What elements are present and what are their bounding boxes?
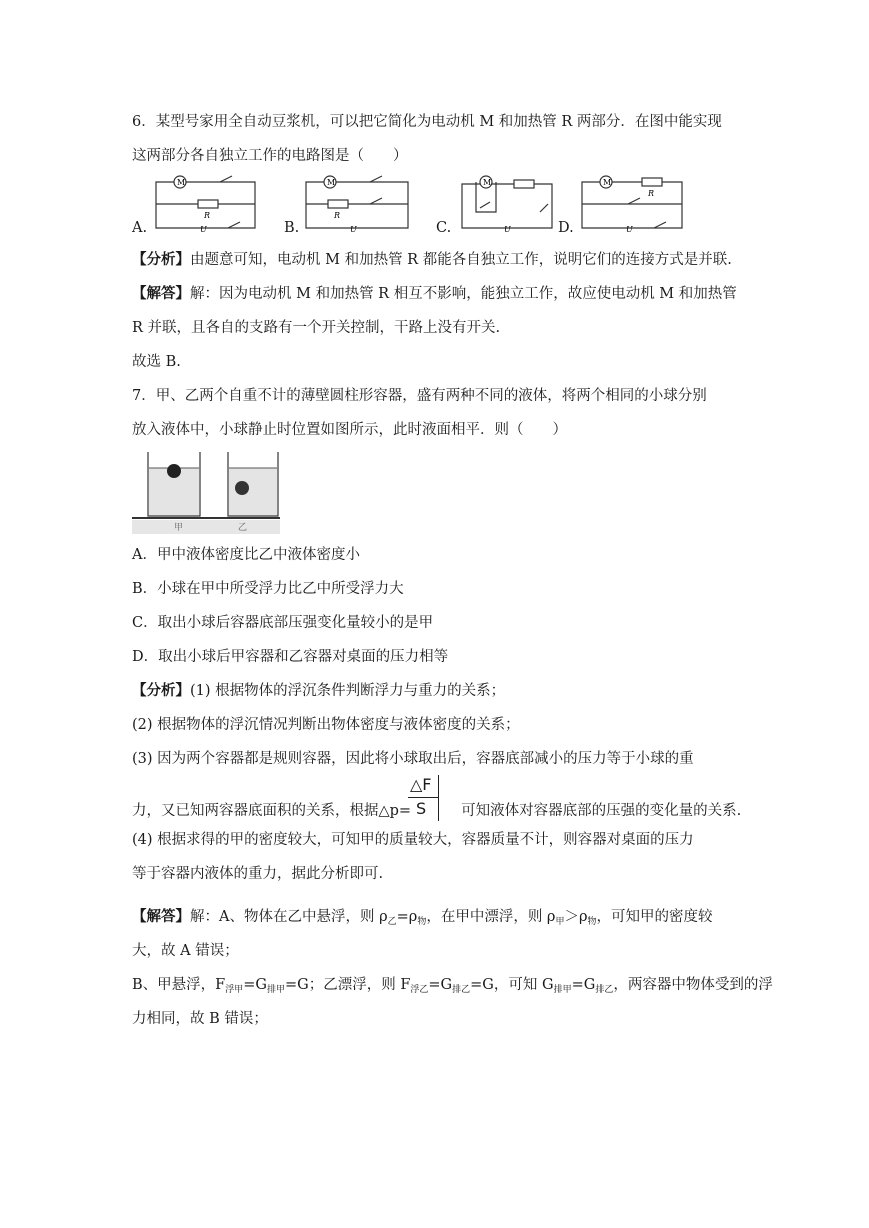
subscript: 排甲 <box>266 985 285 995</box>
answer-text: =ρ <box>396 909 418 925</box>
svg-text:R: R <box>648 189 655 198</box>
q6-option-c-label: C. <box>436 220 452 236</box>
answer-text: =G <box>571 977 596 993</box>
q7-stem-line1: 7．甲、乙两个自重不计的薄壁圆柱形容器，盛有两种不同的液体，将两个相同的小球分别 <box>132 388 707 404</box>
q7-answer-line4: 力相同，故 B 错误； <box>132 1011 268 1027</box>
container-label-yi: 乙 <box>238 523 248 533</box>
answer-tag: 【解答】 <box>132 908 190 925</box>
q7-choice-a: A．甲中液体密度比乙中液体密度小 <box>132 547 360 563</box>
q7-analysis-line3: (3) 因为两个容器都是规则容器，因此将小球取出后，容器底部减小的压力等于小球的重 <box>132 751 694 767</box>
svg-text:M: M <box>327 178 336 187</box>
svg-text:M: M <box>483 178 492 187</box>
subscript: 乙 <box>387 917 397 927</box>
q6-option-d-label: D. <box>558 220 574 236</box>
answer-text: B、甲悬浮，F <box>132 977 226 993</box>
subscript: 浮甲 <box>225 985 244 995</box>
answer-text: =G <box>428 977 453 993</box>
answer-text: 解：因为电动机 M 和加热管 R 相互不影响，能独立工作，故应使电动机 M 和加热管 <box>190 286 737 302</box>
answer-text: =G，可知 G <box>470 977 554 993</box>
fraction-side-line <box>438 775 439 821</box>
q6-option-a-label: A. <box>132 220 148 236</box>
q6-answer-line1 <box>132 284 737 304</box>
q7-answer-line1 <box>132 907 713 929</box>
q7-analysis-line2: (2) 根据物体的浮沉情况判断出物体密度与液体密度的关系； <box>132 717 520 733</box>
answer-text: 解：A、物体在乙中悬浮，则 ρ <box>190 909 388 925</box>
answer-text: =G <box>243 977 267 993</box>
analysis-text-after-formula: 可知液体对容器底部的压强的变化量的关系. <box>461 803 742 819</box>
circuit-diagram-c <box>456 172 556 234</box>
subscript: 浮乙 <box>410 985 429 995</box>
q7-analysis-line6: 等于容器内液体的重力，据此分析即可. <box>132 866 384 882</box>
q6-stem-line2: 这两部分各自独立工作的电路图是（ ） <box>132 148 408 164</box>
svg-text:U: U <box>200 225 207 234</box>
subscript: 甲 <box>555 917 565 927</box>
subscript: 排甲 <box>553 985 572 995</box>
svg-text:U: U <box>350 225 357 234</box>
pressure-fraction <box>408 775 440 821</box>
svg-text:M: M <box>177 178 186 187</box>
q7-answer-line2: 大，故 A 错误； <box>132 943 239 959</box>
analysis-tag: 【分析】 <box>132 251 190 268</box>
fraction-bar <box>408 797 438 798</box>
svg-text:U: U <box>504 225 511 234</box>
fraction-denominator: S <box>416 799 427 818</box>
analysis-text-before-formula: 力，又已知两容器底面积的关系，根据△p= <box>132 803 412 819</box>
svg-text:R: R <box>334 211 341 220</box>
answer-tag: 【解答】 <box>132 285 190 302</box>
answer-text: =G；乙漂浮，则 F <box>284 977 411 993</box>
q6-conclusion: 故选 B. <box>132 354 181 370</box>
subscript: 排乙 <box>595 985 614 995</box>
svg-text:R: R <box>204 211 211 220</box>
analysis-text: (1) 根据物体的浮沉条件判断浮力与重力的关系； <box>190 683 506 699</box>
q7-choice-d: D．取出小球后甲容器和乙容器对桌面的压力相等 <box>132 649 449 665</box>
answer-text: ，两容器中物体受到的浮 <box>613 977 773 993</box>
q6-answer-line2: R 并联，且各自的支路有一个开关控制，干路上没有开关. <box>132 320 501 336</box>
q7-choice-b: B．小球在甲中所受浮力比乙中所受浮力大 <box>132 581 404 597</box>
q7-analysis-line1 <box>132 681 505 701</box>
fraction-numerator: △F <box>410 775 432 794</box>
q7-answer-line3 <box>132 975 773 997</box>
containers-figure <box>132 450 280 534</box>
q7-choice-c: C．取出小球后容器底部压强变化量较小的是甲 <box>132 615 434 631</box>
svg-text:U: U <box>626 225 633 234</box>
analysis-text: 由题意可知，电动机 M 和加热管 R 都能各自独立工作，说明它们的连接方式是并联. <box>190 252 732 268</box>
q6-analysis <box>132 250 732 270</box>
analysis-tag: 【分析】 <box>132 682 190 699</box>
q7-analysis-line5: (4) 根据求得的甲的密度较大，可知甲的质量较大，容器质量不计，则容器对桌面的压力 <box>132 832 694 848</box>
subscript: 物 <box>587 917 597 927</box>
circuit-diagram-b <box>300 172 412 234</box>
circuit-diagram-a <box>150 172 260 234</box>
q7-stem-line2: 放入液体中，小球静止时位置如图所示，此时液面相平．则（ ） <box>132 422 567 438</box>
svg-text:M: M <box>603 178 612 187</box>
subscript: 排乙 <box>452 985 471 995</box>
q6-option-b-label: B. <box>284 220 300 236</box>
container-label-jia: 甲 <box>174 523 184 533</box>
q6-stem-line1: 6．某型号家用全自动豆浆机，可以把它简化为电动机 M 和加热管 R 两部分．在图中能实现 <box>132 114 722 130</box>
subscript: 物 <box>417 917 427 927</box>
answer-text: ，在甲中漂浮，则 ρ <box>426 909 556 925</box>
answer-text: ，可知甲的密度较 <box>596 909 713 925</box>
answer-text: ＞ρ <box>564 909 588 925</box>
circuit-diagram-d <box>576 172 686 234</box>
